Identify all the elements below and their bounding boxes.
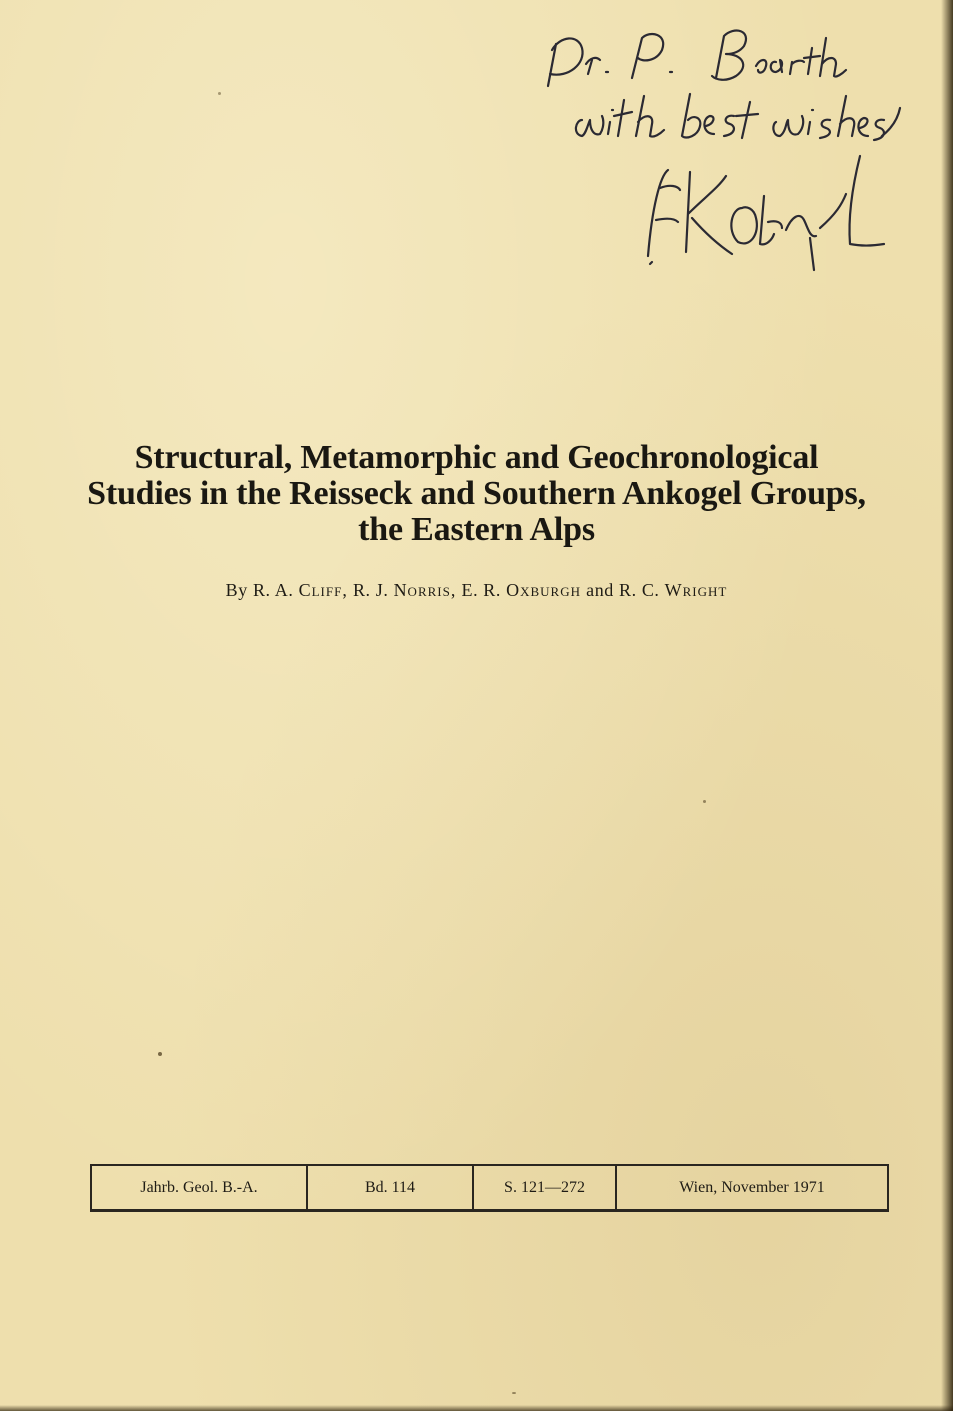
handwritten-dedication — [520, 8, 920, 288]
author-4-name: Wright — [664, 580, 728, 600]
biblio-pages: S. 121—272 — [474, 1166, 617, 1209]
author-line — [40, 580, 913, 601]
handwriting-drawing — [520, 8, 920, 288]
paper-speck — [218, 92, 221, 95]
author-1-name: Cliff, — [298, 580, 348, 600]
author-1-initials: R. A. — [252, 580, 294, 600]
paper-speck — [158, 1052, 162, 1056]
cover-bottom-shadow — [0, 1405, 953, 1411]
biblio-volume: Bd. 114 — [308, 1166, 474, 1209]
biblio-place-date: Wien, November 1971 — [679, 1178, 825, 1196]
title-line-1: Structural, Metamorphic and Geochronological — [134, 439, 819, 476]
authors-and: and — [586, 580, 614, 600]
title-line-2: Studies in the Reisseck and Southern Ankogel Groups, — [87, 475, 866, 512]
author-4-initials: R. C. — [619, 580, 660, 600]
author-2-name: Norris, — [393, 580, 457, 600]
biblio-journal: Jahrb. Geol. B.-A. — [92, 1166, 308, 1209]
cover-edge-shadow — [941, 0, 953, 1411]
paper-speck — [512, 1392, 516, 1394]
title-line-3: the Eastern Alps — [358, 511, 595, 548]
authors-by: By — [225, 580, 248, 600]
paper-speck — [703, 800, 706, 803]
author-3-name: Oxburgh — [506, 580, 581, 600]
document-title — [40, 440, 913, 548]
bibliographic-box — [90, 1164, 889, 1212]
author-2-initials: R. J. — [352, 580, 389, 600]
author-3-initials: E. R. — [461, 580, 501, 600]
